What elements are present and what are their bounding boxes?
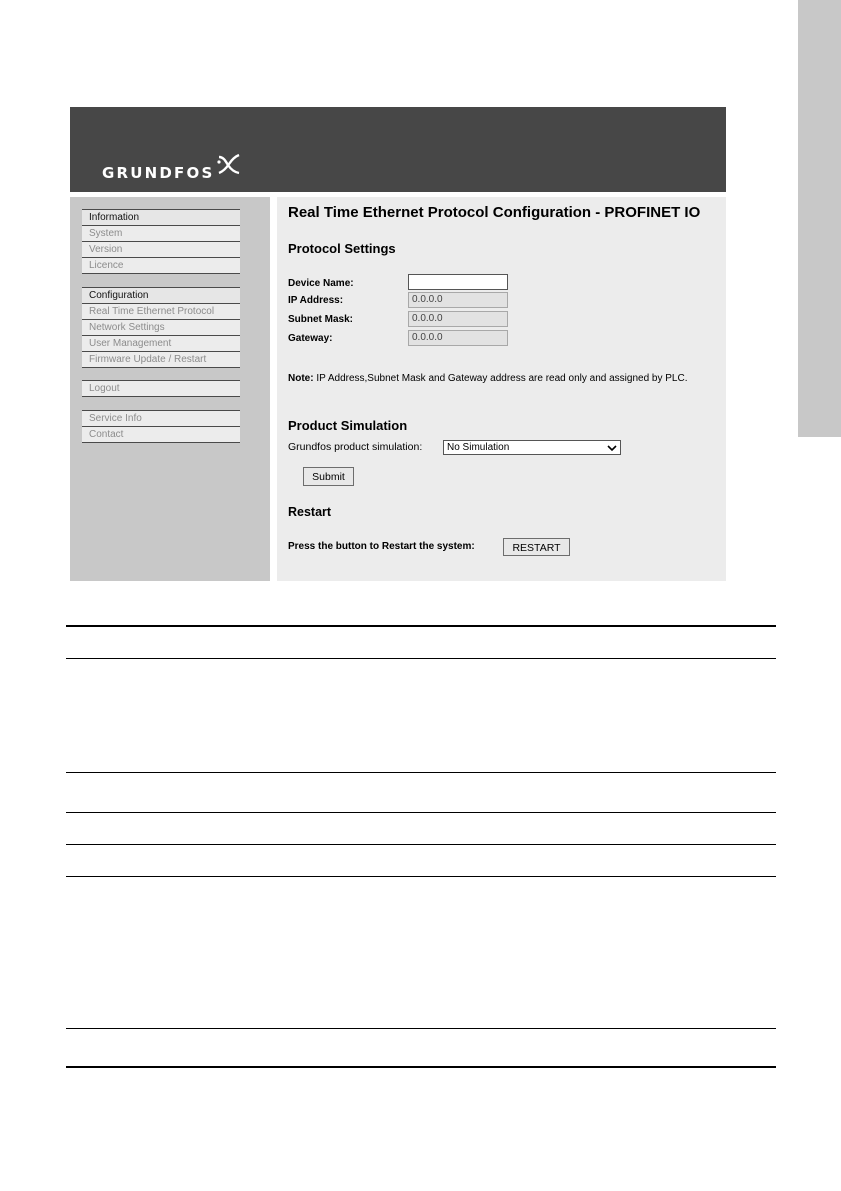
sidebar-item-user-management[interactable]: User Management	[82, 335, 240, 351]
subnet-mask-label: Subnet Mask:	[288, 314, 354, 325]
table-rule	[66, 844, 776, 845]
sidebar-item-system[interactable]: System	[82, 225, 240, 241]
submit-button[interactable]: Submit	[303, 467, 354, 486]
logo-text: GRUNDFOS	[102, 164, 215, 182]
device-name-label: Device Name:	[288, 278, 354, 289]
restart-label: Press the button to Restart the system:	[288, 541, 475, 552]
subnet-mask-field: 0.0.0.0	[408, 311, 508, 327]
product-simulation-select[interactable]	[443, 440, 621, 455]
sidebar-item-network-settings[interactable]: Network Settings	[82, 319, 240, 335]
nav-group-logout	[82, 380, 240, 397]
page-side-tab	[798, 0, 841, 437]
nav-group-information	[82, 209, 240, 274]
device-name-input[interactable]	[408, 274, 508, 290]
ip-address-field: 0.0.0.0	[408, 292, 508, 308]
gateway-field: 0.0.0.0	[408, 330, 508, 346]
product-simulation-selected: No Simulation	[447, 442, 510, 453]
table-rule	[66, 1028, 776, 1029]
product-simulation-heading: Product Simulation	[288, 418, 408, 433]
nav-group-service	[82, 410, 240, 443]
grundfos-logo	[102, 165, 241, 181]
sidebar-item-real-time-ethernet-protocol[interactable]: Real Time Ethernet Protocol	[82, 303, 240, 319]
ip-address-label: IP Address:	[288, 295, 344, 306]
sidebar-item-firmware-update[interactable]: Firmware Update / Restart	[82, 351, 240, 368]
product-simulation-label: Grundfos product simulation:	[288, 441, 423, 453]
gateway-label: Gateway:	[288, 333, 333, 344]
nav-heading-configuration: Configuration	[82, 287, 240, 303]
sidebar-item-contact[interactable]: Contact	[82, 426, 240, 443]
restart-heading: Restart	[288, 505, 332, 519]
protocol-note	[288, 373, 688, 384]
table-rule	[66, 625, 776, 627]
nav-heading-information: Information	[82, 209, 240, 225]
table-rule	[66, 658, 776, 659]
table-rule	[66, 812, 776, 813]
nav-group-configuration	[82, 287, 240, 368]
app-header	[70, 107, 726, 192]
restart-button[interactable]: RESTART	[503, 538, 570, 556]
grundfos-x-icon	[217, 152, 241, 176]
sidebar	[70, 197, 270, 581]
page-title: Real Time Ethernet Protocol Configuration - PROFINET IO	[288, 204, 701, 221]
main-panel	[277, 197, 726, 581]
sidebar-item-version[interactable]: Version	[82, 241, 240, 257]
sidebar-item-logout[interactable]: Logout	[82, 380, 240, 397]
note-label: Note:	[288, 373, 314, 384]
table-rule	[66, 876, 776, 877]
table-rule	[66, 772, 776, 773]
sidebar-item-service-info[interactable]: Service Info	[82, 410, 240, 426]
chevron-down-icon	[607, 443, 617, 453]
note-text: IP Address,Subnet Mask and Gateway address are read only and assigned by PLC.	[313, 373, 688, 384]
protocol-settings-heading: Protocol Settings	[288, 241, 396, 256]
sidebar-item-licence[interactable]: Licence	[82, 257, 240, 274]
table-rule	[66, 1066, 776, 1068]
